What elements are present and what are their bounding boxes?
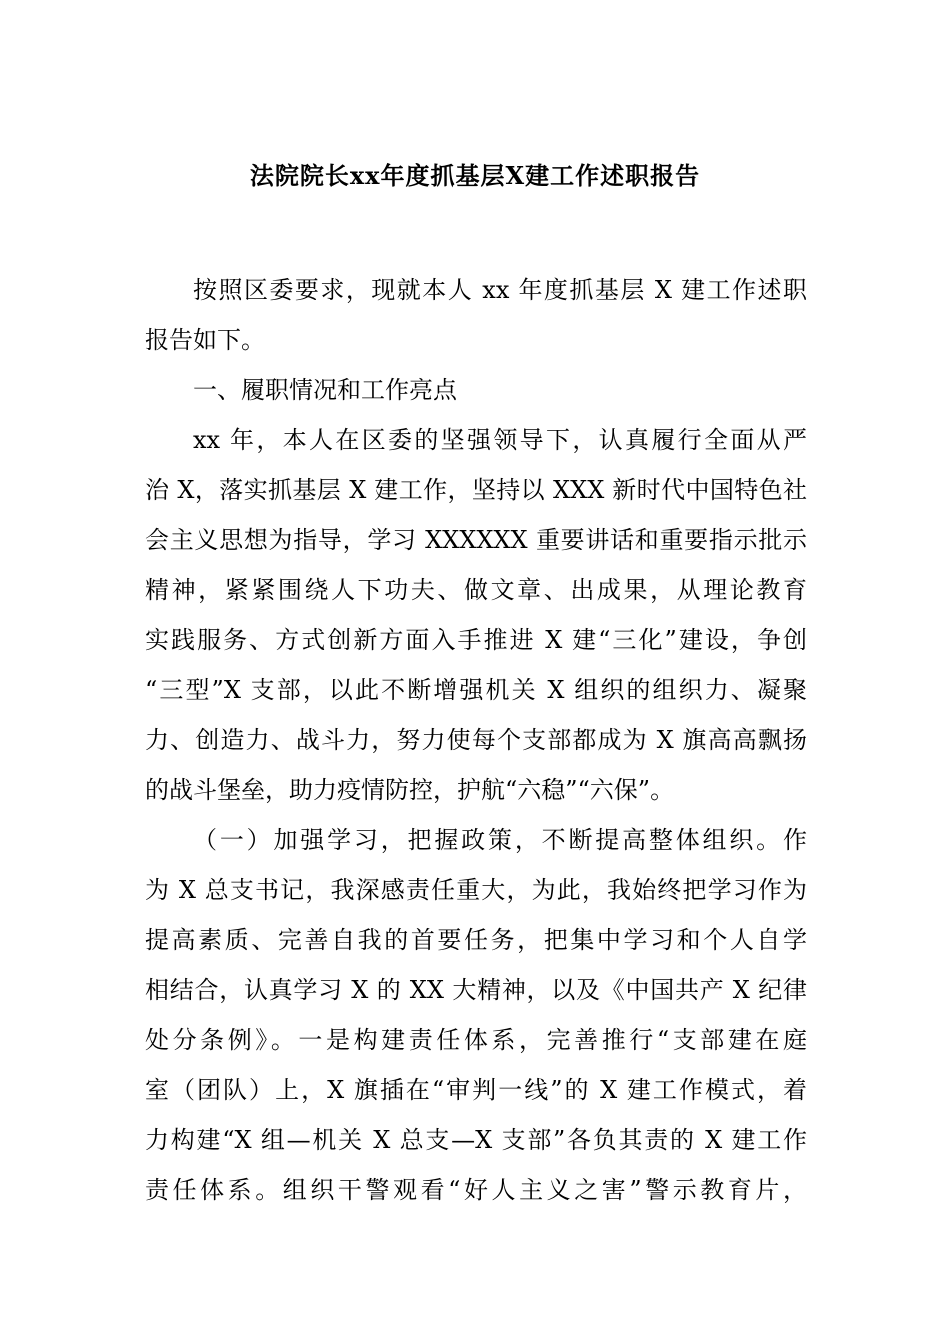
paragraph-line: 治 X，落实抓基层 X 建工作，坚持以 XXX 新时代中国特色社 <box>145 476 807 504</box>
paragraph-line: 相结合，认真学习 X 的 XX 大精神，以及《中国共产 X 纪律 <box>145 976 807 1004</box>
paragraph-line: xx 年，本人在区委的坚强领导下，认真履行全面从严 <box>193 426 807 454</box>
paragraph-line: 处分条例》。一是构建责任体系，完善推行“支部建在庭 <box>145 1026 807 1054</box>
paragraph-line: 会主义思想为指导，学习 XXXXXX 重要讲话和重要指示批示 <box>145 526 807 554</box>
paragraph-line: 的战斗堡垒，助力疫情防控，护航“六稳”“六保”。 <box>145 776 675 804</box>
section-heading: 一、履职情况和工作亮点 <box>193 376 457 404</box>
document-title: 法院院长xx年度抓基层X建工作述职报告 <box>249 161 701 190</box>
paragraph-line: （一）加强学习，把握政策，不断提高整体组织。作 <box>193 826 807 854</box>
paragraph-line: 力构建“X 组—机关 X 总支—X 支部”各负其责的 X 建工作 <box>145 1126 807 1154</box>
paragraph-line: 责任体系。组织干警观看“好人主义之害”警示教育片， <box>145 1176 807 1204</box>
paragraph-line: “三型”X 支部，以此不断增强机关 X 组织的组织力、凝聚 <box>145 676 807 704</box>
paragraph-line: 室（团队）上，X 旗插在“审判一线”的 X 建工作模式，着 <box>145 1076 807 1104</box>
paragraph-line: 力、创造力、战斗力，努力使每个支部都成为 X 旗高高飘扬 <box>145 726 807 754</box>
paragraph-line: 精神，紧紧围绕人下功夫、做文章、出成果，从理论教育 <box>145 576 807 604</box>
paragraph-line: 报告如下。 <box>145 326 265 354</box>
paragraph-line: 按照区委要求，现就本人 xx 年度抓基层 X 建工作述职 <box>193 276 807 304</box>
paragraph-line: 为 X 总支书记，我深感责任重大，为此，我始终把学习作为 <box>145 876 807 904</box>
paragraph-line: 实践服务、方式创新方面入手推进 X 建“三化”建设，争创 <box>145 626 807 654</box>
paragraph-line: 提高素质、完善自我的首要任务，把集中学习和个人自学 <box>145 926 807 954</box>
